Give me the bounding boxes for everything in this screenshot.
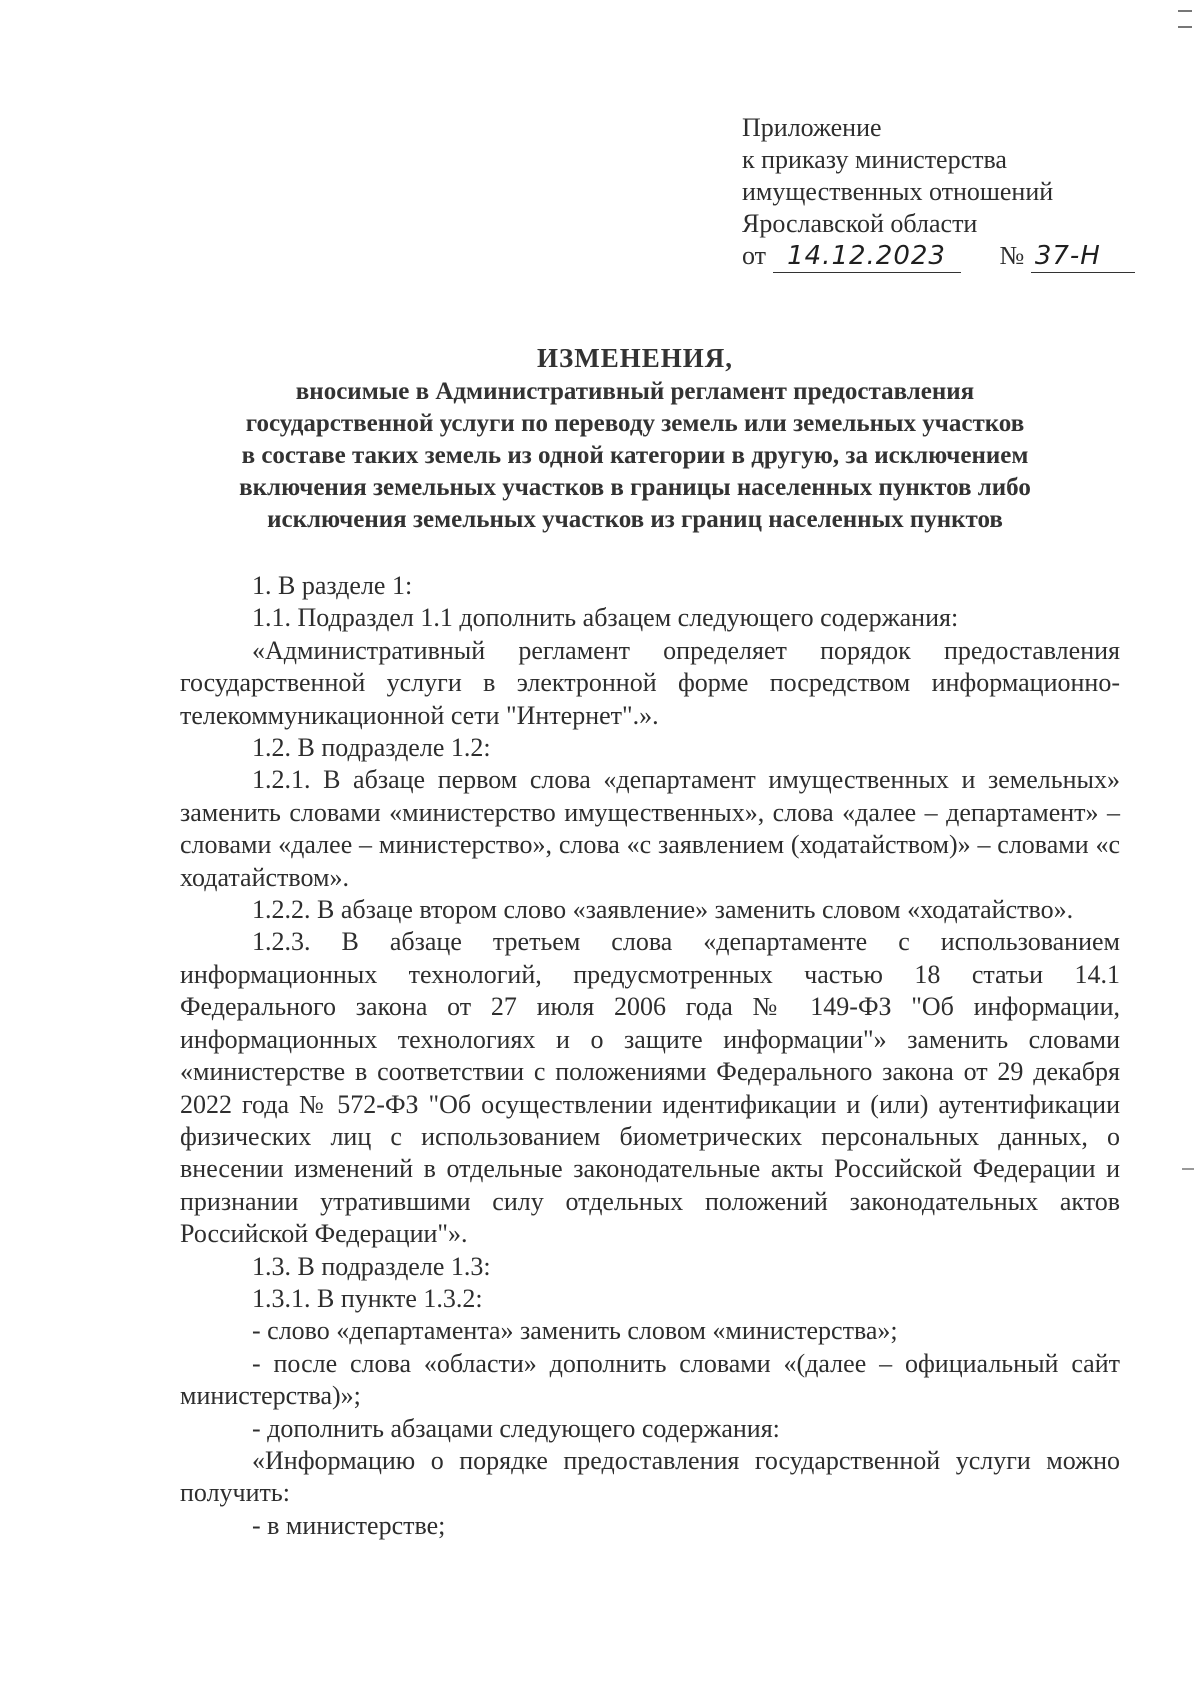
paragraph: - в министерстве; [252,1510,446,1540]
appendix-line-3: имущественных отношений [742,177,1054,206]
paragraph: 1. В разделе 1: [252,571,413,600]
paragraph: 1.2. В подразделе 1.2: [252,733,491,763]
title-line: в составе таких земель из одной категории в другую, за исключением [241,442,1029,469]
title-subtitle [140,376,1130,536]
from-label: от [742,241,767,270]
appendix-line-1: Приложение [742,113,882,142]
paragraph: «Информацию о порядке предоставления государственной услуги можно получить: [180,1445,1120,1508]
scan-mark [1182,1168,1194,1170]
paragraph: 1.2.1. В абзаце первом слова «департамент имущественных и земельных» заменить словами «министерство имущественных», слова «далее – департамент» – словами «далее – министерство», слова «с заявлением (ходатайством)» – словами «с ходатайством». [180,765,1120,892]
appendix-header [742,112,1162,273]
handwritten-number: 37-Н [1031,240,1135,273]
paragraph: 1.1. Подраздел 1.1 дополнить абзацем следующего содержания: [252,603,959,633]
paragraph: - после слова «области» дополнить словами «(далее – официальный сайт министерства)»; [180,1348,1120,1411]
paragraph: 1.3.1. В пункте 1.3.2: [252,1283,483,1313]
paragraph: 1.2.2. В абзаце втором слово «заявление» заменить словом «ходатайство». [252,895,1074,925]
appendix-date-number-line [742,240,1162,273]
paragraph: - дополнить абзацами следующего содержания: [252,1413,780,1443]
appendix-line-2: к приказу министерства [742,145,1007,174]
document-title [140,340,1130,536]
title-line: вносимые в Административный регламент предоставления [295,378,975,405]
paragraph: «Административный регламент определяет порядок предоставления государственной услуги в электронной форме посредством информационно-телекоммуникационной сети "Интернет".». [180,635,1120,730]
title-main: ИЗМЕНЕНИЯ, [536,343,733,373]
paragraph: 1.3. В подразделе 1.3: [252,1251,491,1281]
handwritten-date: 14.12.2023 [773,240,961,273]
scan-mark [1178,10,1192,12]
title-line: государственной услуги по переводу земель или земельных участков [245,410,1025,437]
title-line: включения земельных участков в границы населенных пунктов либо [239,474,1031,501]
title-line: исключения земельных участков из границ населенных пунктов [267,506,1003,533]
document-body [180,570,1120,1542]
scan-mark [1178,26,1192,28]
paragraph: - слово «департамента» заменить словом «министерства»; [252,1316,898,1346]
appendix-line-4: Ярославской области [742,209,978,238]
number-label: № [999,241,1025,270]
paragraph: 1.2.3. В абзаце третьем слова «департаменте с использованием информационных технологий, предусмотренных частью 18 статьи 14.1 Федерального закона от 27 июля 2006 года № 149-ФЗ "Об информации, информационных технологиях и о защите информации"» заменить словами «министерстве в соответствии с положениями Федерального закона от 29 декабря 2022 года № 572-ФЗ "Об осуществлении идентификации и (или) аутентификации физических лиц с использованием биометрических персональных данных, о внесении изменений в отдельные законодательные акты Российской Федерации и признании утратившими силу отдельных положений законодательных актов Российской Федерации"». [180,927,1120,1249]
